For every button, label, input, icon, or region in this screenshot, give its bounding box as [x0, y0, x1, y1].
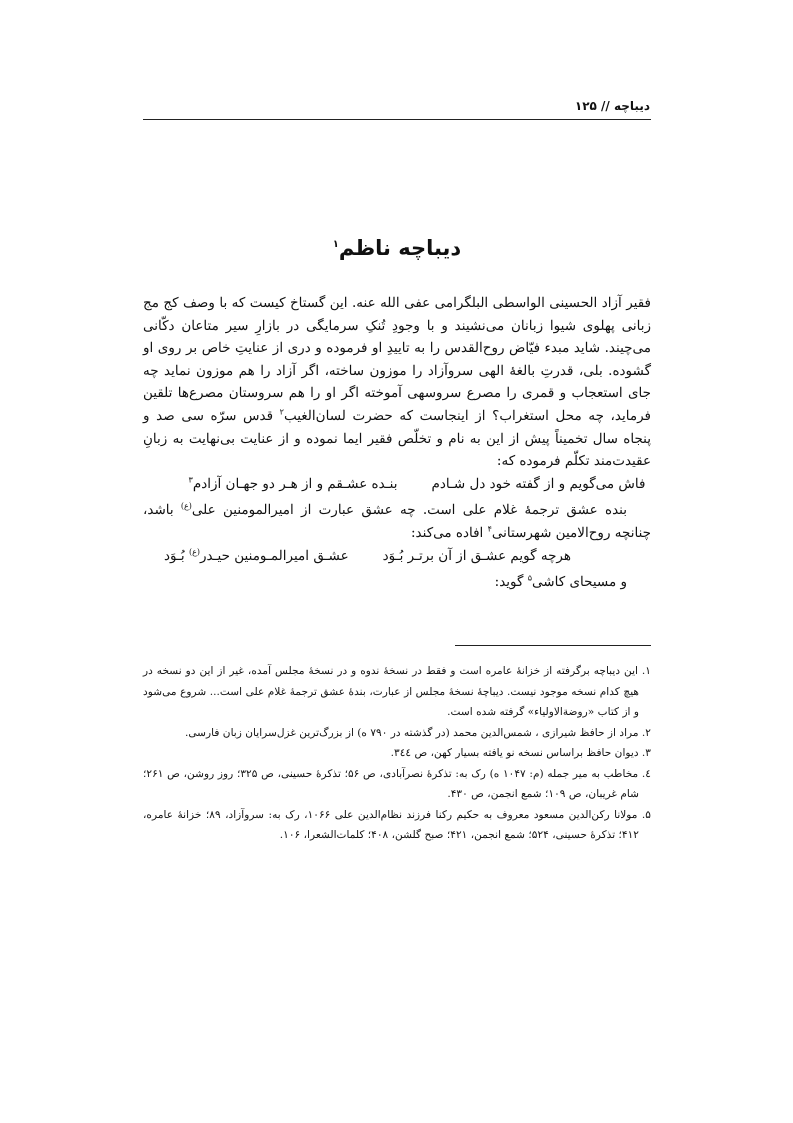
- paragraph-3-text-a: و مسیحای کاشی: [532, 574, 627, 591]
- paragraph-1: [143, 292, 651, 473]
- title-text: دیباچه ناظم: [338, 236, 462, 260]
- page-title: [143, 236, 651, 260]
- footnote-number: ۱.: [641, 665, 651, 677]
- paragraph-2-text-c: افاده می‌کند:: [410, 524, 488, 541]
- verse-2-hemistich-2-text-a: عشـق امیرالمـومنین حیـدر: [200, 547, 349, 564]
- footnote-number: ۵.: [641, 808, 651, 821]
- footnote: [143, 805, 651, 846]
- verse-2-hemistich-2: [164, 545, 349, 568]
- paragraph-2-text-b: باشد، چنانچه روح‌الامین شهرستانی: [143, 502, 651, 541]
- verse-2-hemistich-2-text-b: بُـوَد: [163, 547, 189, 564]
- footnote-number: ۳.: [641, 747, 651, 759]
- paragraph-1-text-a: فقیر آزاد الحسینی الواسطی البلگرامی عفی الله عنه. این گستاخ کیست که با وصف کج مج زبانی پهلوی شیوا زبانان می‌نشیند و با وجودِ تُنکِ سرمایگی در بازارِ سیر متاعان دکّانی می‌چیند. شاید مبدء فیّاض روح‌القدس را به تاییدِ او فرموده و دری از عنایتِ خاص بر روی او گشوده. بلی، قدرتِ بالغهٔ الهی سروآزاد را موزون ساخته، اگر آزاد را هم موزون نماید چه جای استعجاب و قمری را مصرع سروسهی آموخته اگر او را هم سروستان مصرع‌ها تلقین فرماید، چه محل استغراب؟ از اینجاست که حضرت لسان‌الغیب: [143, 295, 651, 424]
- footnote-text: این دیباچه برگرفته از خزانهٔ عامره است و فقط در نسخهٔ ندوه و در نسخهٔ مجلس آمده، غیر از این دو نسخه در هیچ کدام نسخه موجود نیست. دیباچهٔ نسخهٔ مجلس از عبارت، بندهٔ عشق ترجمهٔ غلام علی است... شروع می‌شود و از کتاب «روضةالاولیاء» گرفته شده است.: [143, 665, 639, 718]
- paragraph-2-text-a: بنده عشق ترجمهٔ غلام علی است. چه عشق عبارت از امیرالمومنین علی: [191, 502, 627, 519]
- footnote-number: ۲.: [641, 726, 651, 739]
- header-rule: [143, 119, 651, 120]
- paragraph-3: [143, 571, 651, 594]
- footnote-text: مخاطب به میر جمله (م: ۱۰۴۷ ه) رک به: تذکرهٔ نصرآبادی، ص ۵۶؛ تذکرهٔ حسینی، ص ۳۲۵؛ روز روشن، ص ۲۶۱؛ شام غریبان، ص ۱۰۹؛ شمع انجمن، ص ۴۳۰.: [143, 767, 639, 800]
- verse-1-hemistich-2-text: بنـده عشـقم و از هـر دو جهـان آزادم: [192, 475, 398, 492]
- title-note-ref: ۱: [332, 239, 339, 250]
- honorific-mark: (ع): [180, 501, 192, 511]
- verse-2: [143, 545, 651, 568]
- verse-1-hemistich-1: فاش می‌گویم و از گفته خود دل شـادم: [431, 475, 646, 492]
- footnote-text: مولانا رکن‌الدین مسعود معروف به حکیم رکنا فرزند نظام‌الدین علی ۱۰۶۶، رک به: سروآزاد، ۸۹؛ خزانهٔ عامره، ۴۱۲؛ تذکرهٔ حسینی، ۵۲۴؛ شمع انجمن، ۴۲۱؛ صبح گلشن، ۴۰۸؛ کلمات‌الشعرا، ۱۰۶.: [143, 808, 639, 841]
- footnote-number: ٤.: [641, 767, 651, 780]
- note-ref-2: ۲: [279, 407, 284, 417]
- footnote: [143, 764, 651, 805]
- note-ref-4: ۴: [487, 524, 492, 534]
- footnote-text: مراد از حافظ شیرازی ، شمس‌الدین محمد (در گذشته در ۷۹۰ ه) از بزرگ‌ترین غزل‌سرایان زبان فارسی.: [184, 726, 639, 739]
- footnote: [143, 661, 651, 723]
- footnote-text: دیوان حافظ براساس نسخه نو یافته بسیار کهن، ص ۳٤٤.: [390, 747, 639, 759]
- footnotes: [143, 661, 651, 846]
- note-ref-5: ۵: [527, 573, 533, 583]
- paragraph-1-text-b: قدس سرّه سی صد و پنجاه سال تخمیناً پیش از این به نام و تخلّص فقیر ایما نموده و از عنایت بی‌نهایت به زبانِ عقیدت‌مند تکلّم فرموده که:: [143, 407, 651, 470]
- honorific-mark-verse: (ع): [188, 547, 200, 557]
- main-text: [143, 292, 651, 594]
- paragraph-3-text-b: گوید:: [494, 574, 528, 591]
- footnote-rule: [455, 645, 651, 646]
- note-ref-3: ۳: [188, 475, 193, 485]
- verse-1: [143, 473, 651, 496]
- verse-2-hemistich-1: هرچه گویم عشـق از آن برتـر بُـوَد: [382, 547, 571, 564]
- footnote: [143, 723, 651, 744]
- paragraph-2: [143, 499, 651, 544]
- verse-1-hemistich-2: [189, 473, 398, 496]
- footnote: [143, 743, 651, 764]
- running-header: دیباچه // ۱۲۵: [574, 99, 650, 113]
